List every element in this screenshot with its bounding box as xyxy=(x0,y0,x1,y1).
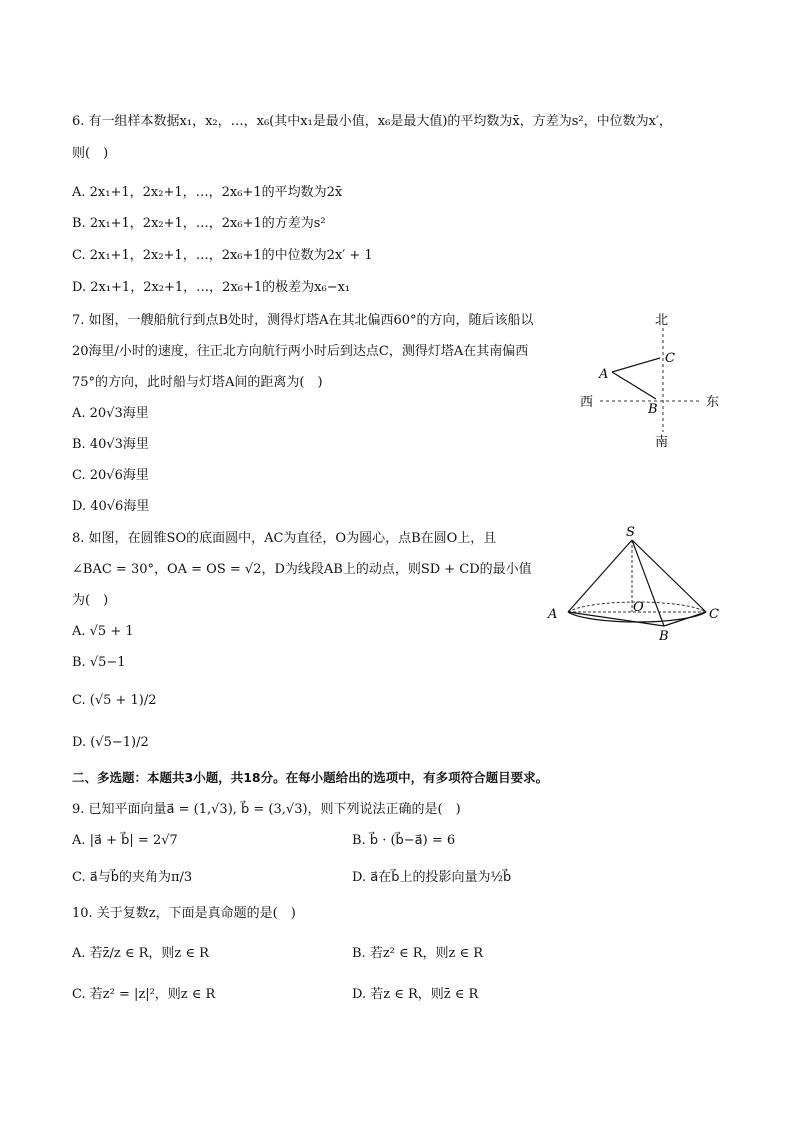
q7-option-a: A. 20√3海里 xyxy=(72,406,149,421)
q9-option-d: D. a⃗在b⃗上的投影向量为½b⃗ xyxy=(352,870,512,885)
q7-segment-ac xyxy=(612,358,660,372)
q8-label-o: O xyxy=(633,600,644,615)
q7-label-a: A xyxy=(599,367,609,382)
q6-option-a: A. 2x₁+1，2x₂+1，…，2x₆+1的平均数为2x̄ xyxy=(72,185,343,200)
q7-option-d: D. 40√6海里 xyxy=(72,499,150,514)
q7-label-east: 东 xyxy=(706,395,720,410)
q8-option-b: B. √5−1 xyxy=(72,655,126,670)
q9-option-b: B. b⃗ · (b⃗−a⃗) = 6 xyxy=(352,833,456,848)
q8-stem-line1: 8. 如图，在圆锥SO的底面圆中，AC为直径，O为圆心，点B在圆O上，且 xyxy=(72,531,497,546)
q10-option-b: B. 若z² ∈ R，则z ∈ R xyxy=(352,946,484,961)
q7-compass-figure xyxy=(572,306,732,452)
q8-slant-sa xyxy=(568,540,632,612)
q7-option-b: B. 40√3海里 xyxy=(72,437,149,452)
q6-option-b: B. 2x₁+1，2x₂+1，…，2x₆+1的方差为s² xyxy=(72,216,326,231)
q7-option-c: C. 20√6海里 xyxy=(72,468,149,483)
q7-segment-ab xyxy=(612,372,656,399)
q7-label-b: B xyxy=(648,402,658,417)
q10-option-a: A. 若z̄/z ∈ R，则z ∈ R xyxy=(72,946,209,961)
q8-option-c: C. (√5 + 1)/2 xyxy=(72,693,157,708)
q7-label-south: 南 xyxy=(655,435,669,450)
q7-label-north: 北 xyxy=(655,313,669,328)
q10-option-d: D. 若z ∈ R，则z̄ ∈ R xyxy=(352,987,479,1002)
q8-label-a: A xyxy=(548,607,558,622)
q9-option-a: A. |a⃗ + b⃗| = 2√7 xyxy=(72,833,178,848)
q8-option-a: A. √5 + 1 xyxy=(72,624,134,639)
q8-label-s: S xyxy=(626,525,635,540)
q7-label-c: C xyxy=(665,351,675,366)
q6-stem-line1: 6. 有一组样本数据x₁，x₂，…，x₆(其中x₁是最小值，x₆是最大值)的平均数为x̄，方差为s²，中位数为x′， xyxy=(72,114,672,129)
q7-label-west: 西 xyxy=(580,395,594,410)
q8-label-c: C xyxy=(709,607,719,622)
q8-chord-bc xyxy=(664,612,706,626)
q6-stem-line2: 则( ) xyxy=(72,146,109,161)
q8-cone-figure xyxy=(540,522,730,646)
q6-option-c: C. 2x₁+1，2x₂+1，…，2x₆+1的中位数为2x′ + 1 xyxy=(72,248,373,263)
q7-stem-line2: 20海里/小时的速度，往正北方向航行两小时后到达点C，测得灯塔A在其南偏西 xyxy=(72,344,529,359)
q6-option-d: D. 2x₁+1，2x₂+1，…，2x₆+1的极差为x₆−x₁ xyxy=(72,280,351,295)
q10-option-c: C. 若z² = |z|²，则z ∈ R xyxy=(72,987,216,1002)
q10-stem: 10. 关于复数z，下面是真命题的是( ) xyxy=(72,906,296,921)
q8-label-b: B xyxy=(659,629,669,644)
q7-stem-line3: 75°的方向，此时船与灯塔A间的距离为( ) xyxy=(72,375,323,390)
q8-stem-line2: ∠BAC = 30°，OA = OS = √2，D为线段AB上的动点，则SD + CD的最小值 xyxy=(72,562,532,577)
q9-stem: 9. 已知平面向量a⃗ = (1,√3), b⃗ = (3,√3)，则下列说法正确的是( ) xyxy=(72,802,461,817)
section-2-heading: 二、多选题：本题共3小题，共18分。在每小题给出的选项中，有多项符合题目要求。 xyxy=(72,770,549,785)
q8-stem-line3: 为( ) xyxy=(72,593,109,608)
q9-option-c: C. a⃗与b⃗的夹角为π/3 xyxy=(72,870,193,885)
q8-option-d: D. (√5−1)/2 xyxy=(72,735,149,750)
q8-chord-ab xyxy=(568,612,664,626)
q7-stem-line1: 7. 如图，一艘船航行到点B处时，测得灯塔A在其北偏西60°的方向，随后该船以 xyxy=(72,313,534,328)
